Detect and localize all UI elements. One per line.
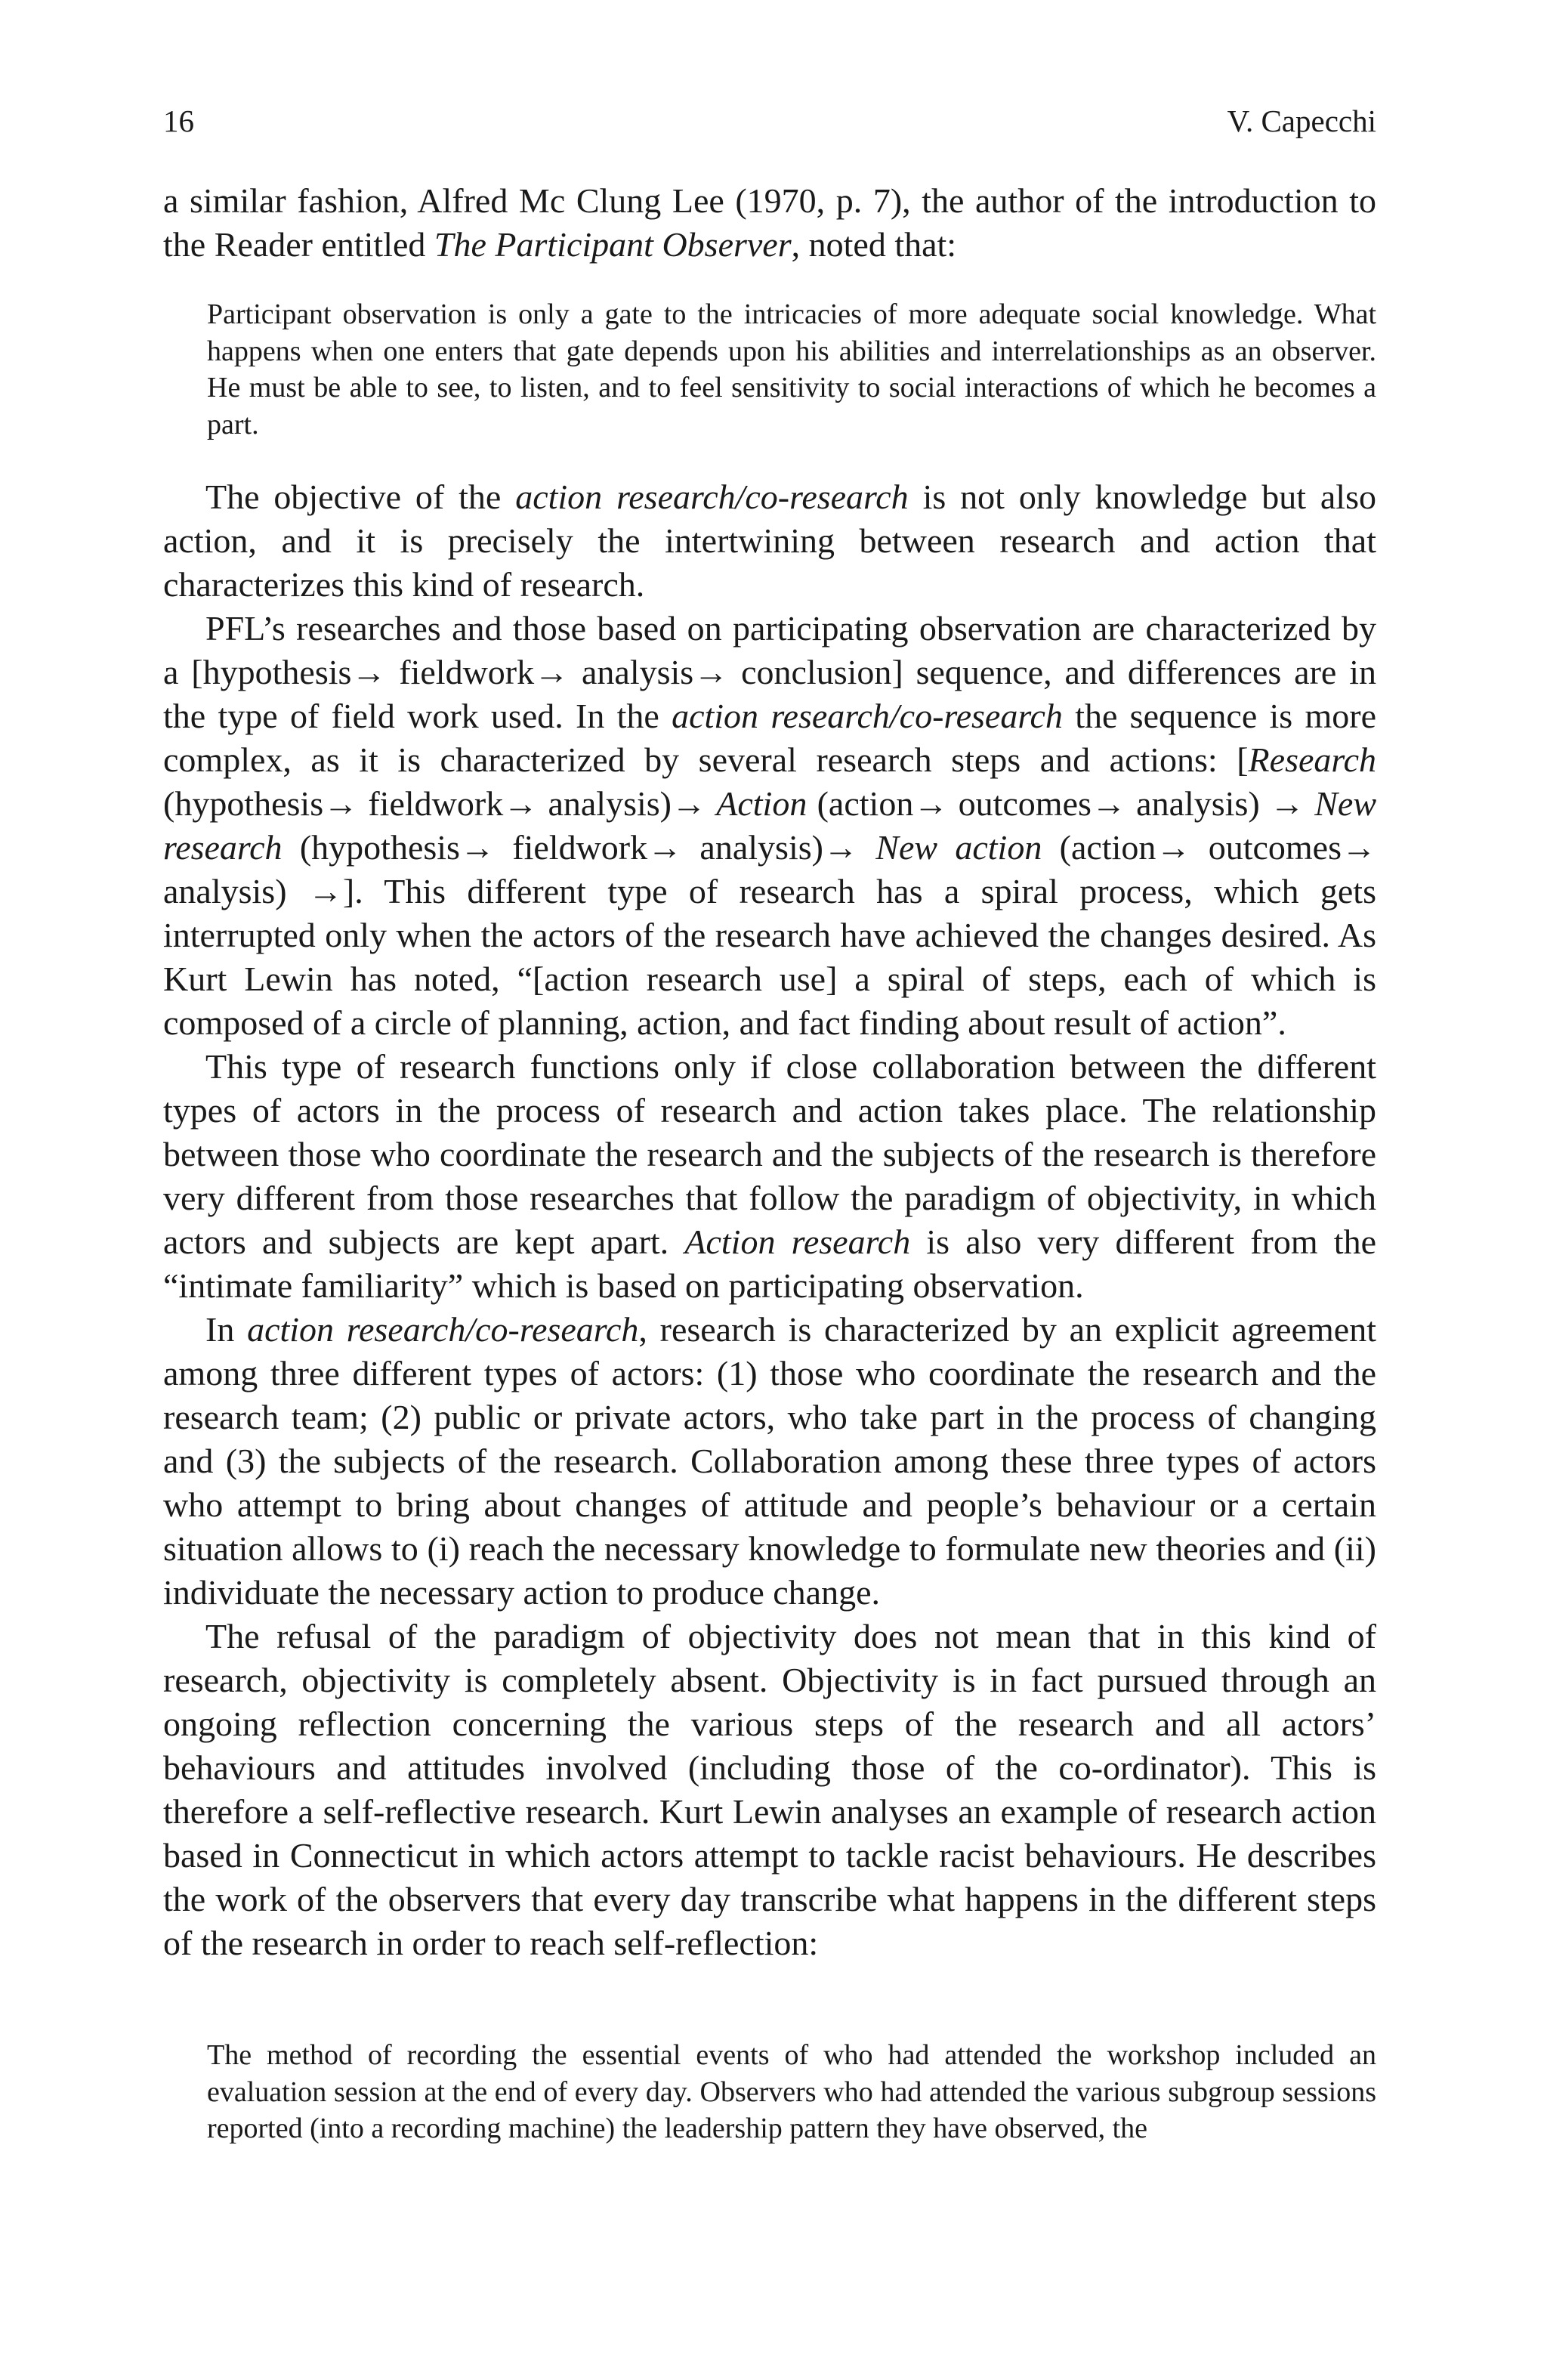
text-run: a similar fashion, Alfred Mc Clung Lee (1970, p. 7), the author of the introduction to the Reader entitled — [163, 181, 1376, 264]
running-head-author: V. Capecchi — [1227, 104, 1376, 138]
text-run: is not only knowledge but also action, and it is precisely the intertwining between research and action that characterizes this kind of research. — [163, 478, 1376, 604]
text-run: This type of research functions only if close collaboration between the different types of actors in the process of research and action takes place. The relationship between those who coordinate the research and the subjects of the research is therefore very different from those researches that follow the paradigm of objectivity, in which actors and subjects are kept apart. — [163, 1047, 1376, 1261]
text-run: , noted that: — [791, 225, 957, 264]
text-run: The objective of the — [205, 478, 516, 516]
paragraph-3 — [163, 607, 1376, 1045]
text-run: PFL’s researches and those based on participating observation are characterized by a [hypothesis→ fieldwork→ analysis→ conclusion] sequence, and differences are in the type of field work used. In the — [163, 609, 1376, 735]
text-run: In — [205, 1310, 248, 1349]
paragraph-6: The refusal of the paradigm of objectivity does not mean that in this kind of research, objectivity is completely absent. Objectivity is in fact pursued through an ongoing reflection concerning the various steps of the research and all actors’ behaviours and attitudes involved (including those of the co-ordinator). This is therefore a self-reflective research. Kurt Lewin analyses an example of research action based in Connecticut in which actors attempt to tackle racist behaviours. He describes the work of the observers that every day transcribe what happens in the different steps of the research in order to reach self-reflection: — [163, 1617, 1376, 1962]
paragraph-1 — [163, 179, 1376, 267]
text-run: (action→ outcomes→ analysis) →]. This different type of research has a spiral process, which gets interrupted only when the actors of the research have achieved the changes desired. As Kurt Lewin has noted, “[action research use] a spiral of steps, each of which is composed of a circle of planning, action, and fact finding about result of action”. — [163, 828, 1376, 1042]
italic-term: Action — [716, 784, 807, 823]
italic-term: action research/co-research — [672, 697, 1063, 735]
paragraph-4 — [163, 1045, 1376, 1308]
page-number: 16 — [163, 104, 194, 138]
paragraph-5 — [163, 1308, 1376, 1615]
italic-title: The Participant Observer — [434, 225, 792, 264]
italic-term: Research — [1248, 740, 1376, 779]
text-run: (action→ outcomes→ analysis) → — [807, 784, 1315, 823]
paragraph-2 — [163, 475, 1376, 607]
text-run: (hypothesis→ fieldwork→ analysis)→ — [282, 828, 876, 867]
main-body — [163, 475, 1376, 1965]
text-run: is also very different from the “intimate familiarity” which is based on participating observation. — [163, 1222, 1376, 1305]
italic-term: action research/co-research — [247, 1310, 639, 1349]
block-quote-1: Participant observation is only a gate to the intricacies of more adequate social knowledge. What happens when one enters that gate depends upon his abilities and interrelationships as an observer. He must be able to see, to listen, and to feel sensitivity to social interactions of which he becomes a part. — [207, 298, 1376, 440]
text-run: , research is characterized by an explicit agreement among three different types of actors: (1) those who coordinate the research and the research team; (2) public or private actors, who take part in the process of changing and (3) the subjects of the research. Collaboration among these three types of actors who attempt to bring about changes of attitude and people’s behaviour or a certain situation allows to (i) reach the necessary knowledge to formulate new theories and (ii) individuate the necessary action to produce change. — [163, 1310, 1376, 1612]
paragraph-intro — [163, 179, 1376, 267]
italic-term: Action research — [684, 1222, 911, 1261]
italic-term: New research — [163, 784, 1376, 867]
text-run: the sequence is more complex, as it is characterized by several research steps and actions: [ — [163, 697, 1376, 779]
block-quote-2: The method of recording the essential events of who had attended the workshop included an evaluation session at the end of every day. Observers who had attended the various subgroup sessions reported (into a recording machine) the leadership pattern they have observed, the — [207, 2039, 1376, 2144]
italic-term: action research/co-research — [515, 478, 909, 516]
running-header — [163, 98, 1376, 144]
text-run: (hypothesis→ fieldwork→ analysis)→ — [163, 784, 717, 823]
italic-term: New action — [875, 828, 1042, 867]
